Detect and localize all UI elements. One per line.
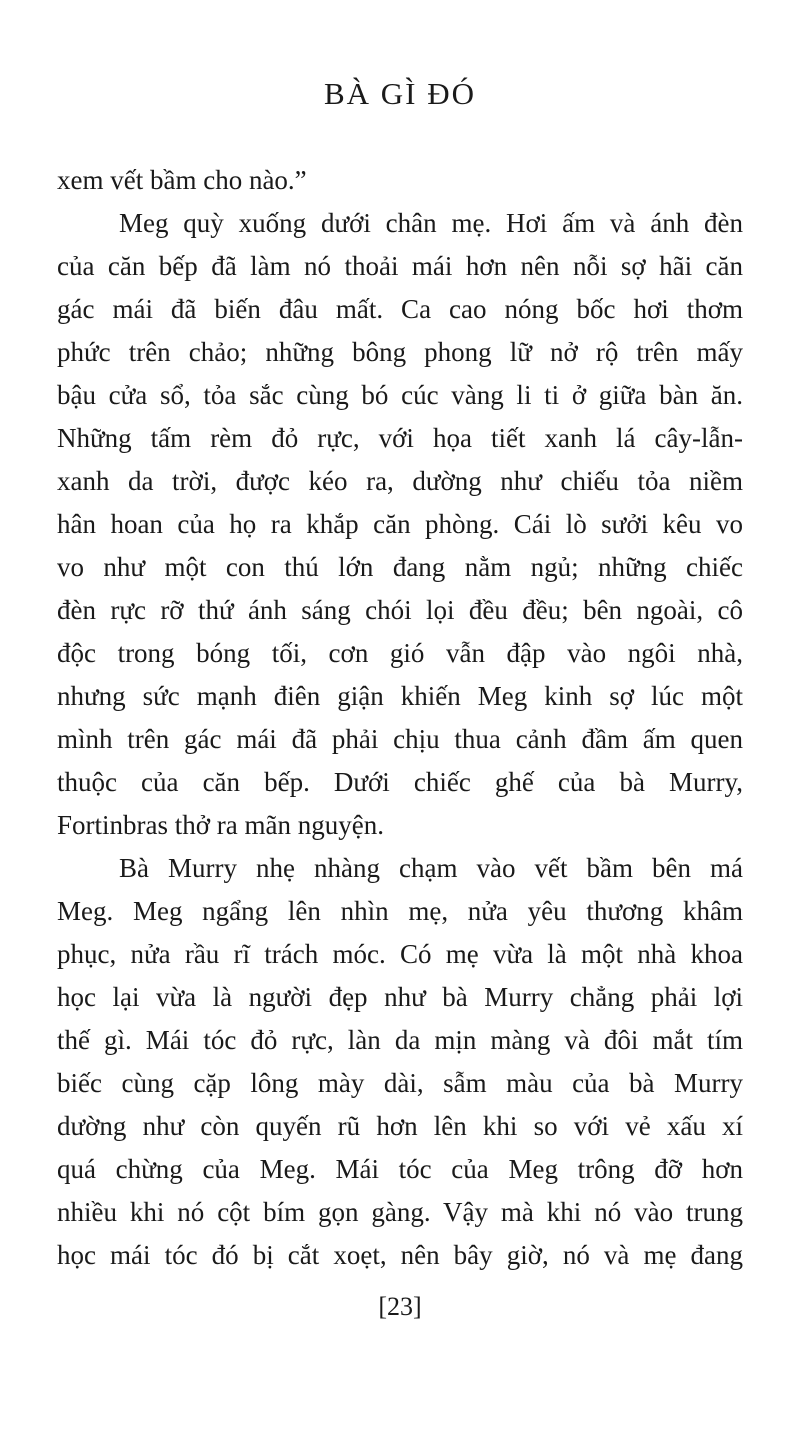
text-line: đèn rực rỡ thứ ánh sáng chói lọi đều đều; bên ngoài, cô xyxy=(57,595,743,625)
text-line: Meg. Meg ngẩng lên nhìn mẹ, nửa yêu thương khâm xyxy=(57,896,743,926)
text-line: phục, nửa rầu rĩ trách móc. Có mẹ vừa là một nhà khoa xyxy=(57,939,743,969)
text-line: Fortinbras thở ra mãn nguyện. xyxy=(57,810,384,840)
text-line: hân hoan của họ ra khắp căn phòng. Cái lò sưởi kêu vo xyxy=(57,509,743,539)
text-line: nhiều khi nó cột bím gọn gàng. Vậy mà khi nó vào trung xyxy=(57,1197,743,1227)
text-line: gác mái đã biến đâu mất. Ca cao nóng bốc hơi thơm xyxy=(57,294,743,324)
page-body xyxy=(57,159,743,1277)
text-line: dường như còn quyến rũ hơn lên khi so với vẻ xấu xí xyxy=(57,1111,743,1141)
text-line: học mái tóc đó bị cắt xoẹt, nên bây giờ, nó và mẹ đang xyxy=(57,1240,743,1270)
text-line: Bà Murry nhẹ nhàng chạm vào vết bầm bên má xyxy=(119,853,743,883)
text-line: thuộc của căn bếp. Dưới chiếc ghế của bà Murry, xyxy=(57,767,743,797)
text-line: thế gì. Mái tóc đỏ rực, làn da mịn màng và đôi mắt tím xyxy=(57,1025,743,1055)
text-line: bậu cửa sổ, tỏa sắc cùng bó cúc vàng li ti ở giữa bàn ăn. xyxy=(57,380,743,410)
text-line: biếc cùng cặp lông mày dài, sẫm màu của bà Murry xyxy=(57,1068,743,1098)
text-line: Những tấm rèm đỏ rực, với họa tiết xanh lá cây-lẫn- xyxy=(57,423,743,453)
text-line: độc trong bóng tối, cơn gió vẫn đập vào ngôi nhà, xyxy=(57,638,743,668)
chapter-title: BÀ GÌ ĐÓ xyxy=(323,76,477,111)
text-line: nhưng sức mạnh điên giận khiến Meg kinh sợ lúc một xyxy=(57,681,743,711)
text-line: phức trên chảo; những bông phong lữ nở rộ trên mấy xyxy=(57,337,743,367)
text-line: xem vết bầm cho nào.” xyxy=(57,165,307,195)
text-line: mình trên gác mái đã phải chịu thua cảnh đầm ấm quen xyxy=(57,724,743,754)
text-line: vo như một con thú lớn đang nằm ngủ; những chiếc xyxy=(57,552,743,582)
text-line: của căn bếp đã làm nó thoải mái hơn nên nỗi sợ hãi căn xyxy=(57,251,743,281)
text-line: quá chừng của Meg. Mái tóc của Meg trông đỡ hơn xyxy=(57,1154,743,1184)
text-line: học lại vừa là người đẹp như bà Murry chẳng phải lợi xyxy=(57,982,743,1012)
text-line: Meg quỳ xuống dưới chân mẹ. Hơi ấm và ánh đèn xyxy=(119,208,743,238)
text-line: xanh da trời, được kéo ra, dường như chiếu tỏa niềm xyxy=(57,466,743,496)
page-number: [23] xyxy=(378,1292,422,1321)
